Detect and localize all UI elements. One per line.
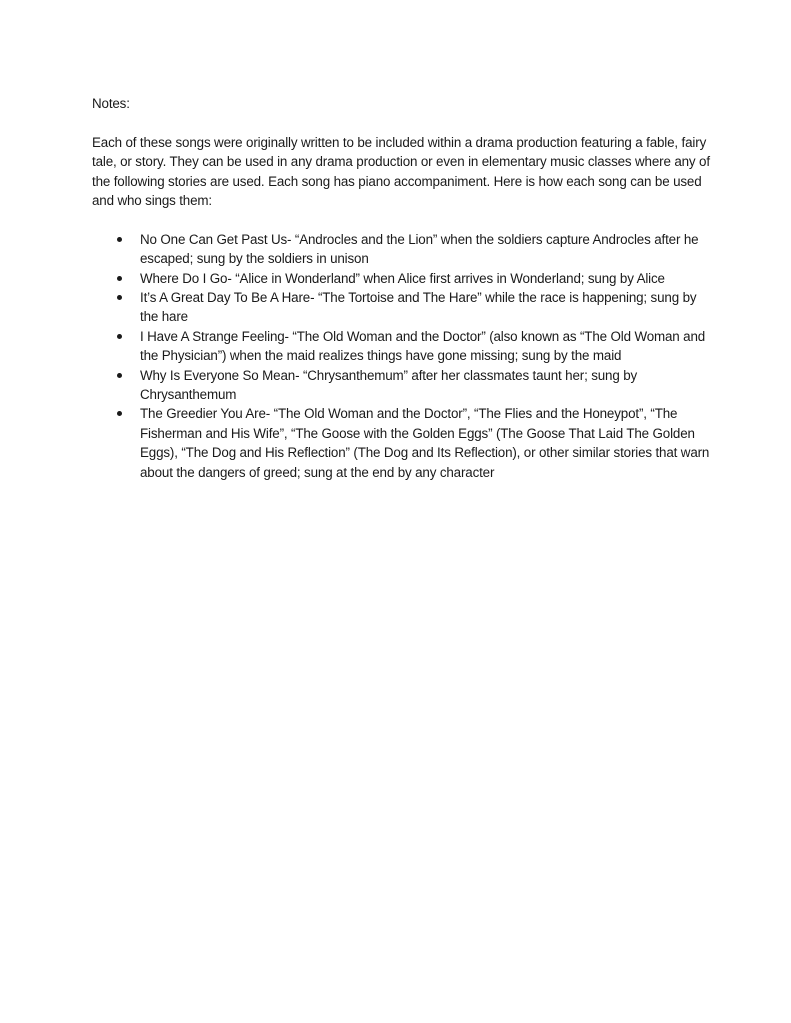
- song-text: No One Can Get Past Us- “Androcles and the Lion” when the soldiers capture Androcles after he escaped; sung by the soldiers in unison: [140, 231, 699, 267]
- song-text: It’s A Great Day To Be A Hare- “The Tortoise and The Hare” while the race is happening; sung by the hare: [140, 290, 697, 325]
- list-item: [92, 230, 712, 269]
- bullet-icon: [117, 411, 122, 416]
- intro-paragraph: Each of these songs were originally written to be included within a drama production featuring a fable, fairy tale, or story. They can be used in any drama production or even in elementary music classes where any of the following stories are used. Each song has piano accompaniment. Here is how each song can be used and who sings them:: [92, 134, 710, 209]
- document-body: [92, 94, 712, 482]
- song-text: The Greedier You Are- “The Old Woman and the Doctor”, “The Flies and the Honeypot”, “The Fisherman and His Wife”, “The Goose with the Golden Eggs” (The Goose That Laid The Golden Eggs), “The Dog and His Reflection” (The Dog and Its Reflection), or other similar stories that warn about the dangers of greed; sung at the end by any character: [140, 406, 710, 480]
- list-item: [92, 404, 712, 482]
- song-text: I Have A Strange Feeling- “The Old Woman and the Doctor” (also known as “The Old Woman and the Physician”) when the maid realizes things have gone missing; sung by the maid: [140, 328, 706, 364]
- list-item: [92, 366, 712, 405]
- list-item: [92, 269, 712, 288]
- list-item: [92, 288, 712, 327]
- list-item: [92, 327, 712, 366]
- song-list: [92, 230, 712, 482]
- song-text: Why Is Everyone So Mean- “Chrysanthemum” after her classmates taunt her; sung by Chrysanthemum: [140, 367, 638, 403]
- bullet-icon: [117, 373, 122, 378]
- bullet-icon: [117, 334, 122, 339]
- notes-heading: Notes:: [92, 96, 130, 111]
- bullet-icon: [117, 237, 122, 242]
- bullet-icon: [117, 295, 122, 300]
- song-text: Where Do I Go- “Alice in Wonderland” when Alice first arrives in Wonderland; sung by Alice: [140, 270, 665, 286]
- bullet-icon: [117, 276, 122, 281]
